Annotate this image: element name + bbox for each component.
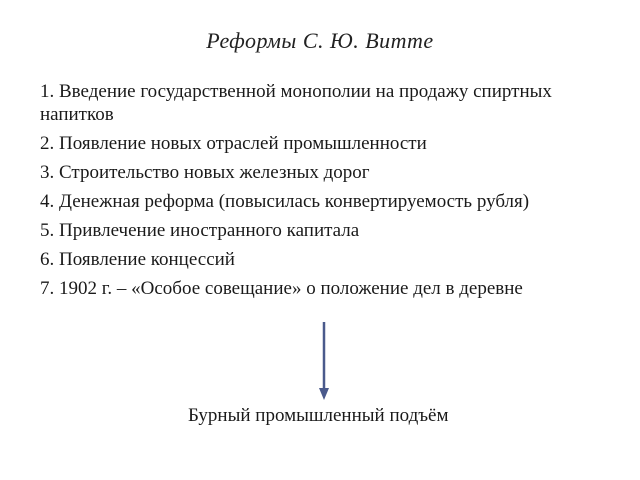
- list-item: 4. Денежная реформа (повысилась конвертируемость рубля): [40, 191, 530, 212]
- slide-title: Реформы С. Ю. Витте: [206, 28, 434, 53]
- list-item: 6. Появление концессий: [40, 249, 235, 270]
- list-item: 1. Введение государственной монополии на продажу спиртных напитков: [40, 81, 552, 125]
- list-item: 5. Привлечение иностранного капитала: [40, 220, 360, 241]
- result-text: Бурный промышленный подъём: [188, 405, 449, 426]
- list-item: 2. Появление новых отраслей промышленности: [40, 133, 427, 154]
- list-item: 3. Строительство новых железных дорог: [40, 162, 370, 183]
- down-arrow-icon: [318, 322, 330, 400]
- list-item: 7. 1902 г. – «Особое совещание» о положение дел в деревне: [40, 278, 523, 299]
- reforms-list: [40, 80, 620, 306]
